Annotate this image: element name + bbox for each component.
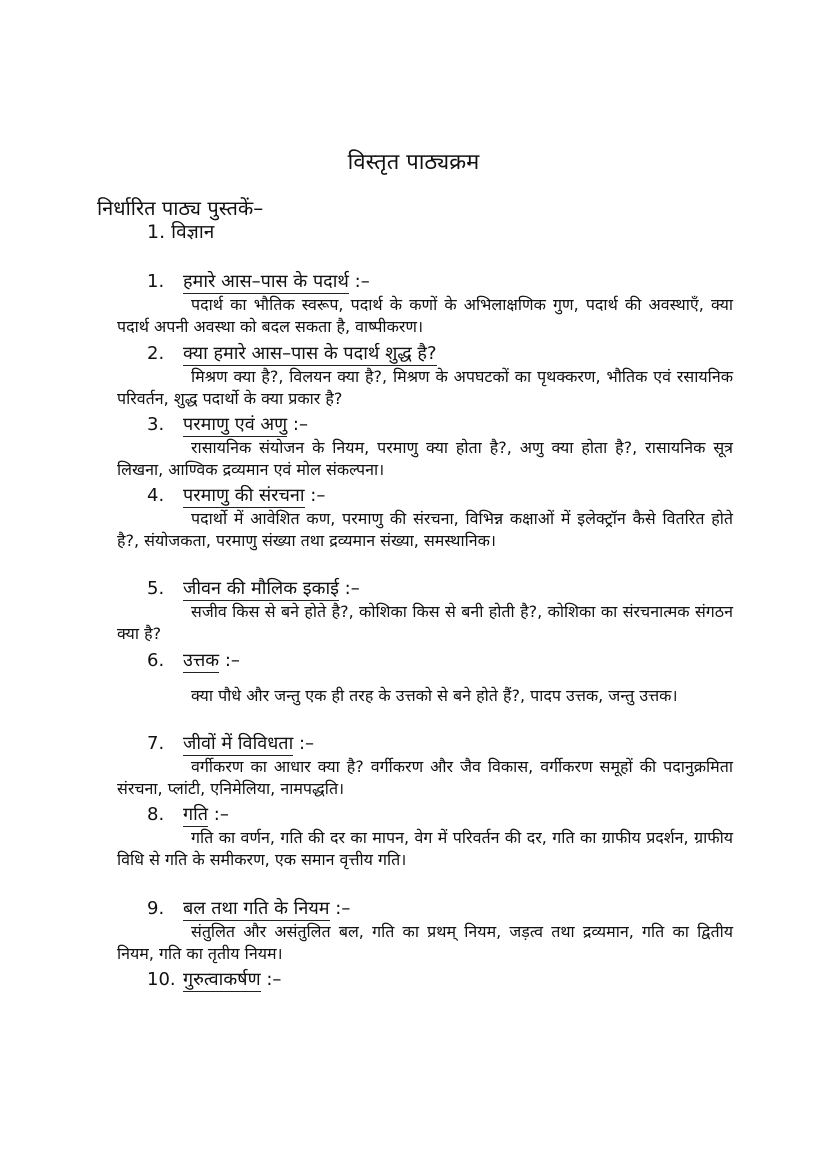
topic-9 xyxy=(117,897,733,965)
topic-suffix: :– xyxy=(348,271,370,292)
topic-number: 9. xyxy=(147,898,165,919)
topic-title: क्या हमारे आस–पास के पदार्थ शुद्ध है? xyxy=(183,343,437,364)
topic-title: जीवों में विविधता xyxy=(183,733,294,754)
topic-body: पदार्थो में आवेशित कण, परमाणु की संरचना, विभिन्न कक्षाओं में इलेक्ट्रॉन कैसे वितरित होते है?, संयोजकता, परमाणु संख्या तथा द्रव्यमान संख्या, समस्थानिक। xyxy=(117,509,733,550)
topic-body: सजीव किस से बने होते है?, कोशिका किस से बनी होती है?, कोशिका का संरचनात्मक संगठन क्या है? xyxy=(117,602,733,643)
topic-number: 5. xyxy=(147,578,165,599)
topic-5 xyxy=(117,577,733,645)
topic-body: मिश्रण क्या है?, विलयन क्या है?, मिश्रण के अपघटकों का पृथक्करण, भौतिक एवं रसायनिक परिवर्तन, शुद्ध पदार्थो के क्या प्रकार है? xyxy=(117,367,733,408)
prescribed-books-heading: निर्धारित पाठ्य पुस्तकें– xyxy=(97,196,264,220)
topic-heading xyxy=(147,413,733,437)
topic-title: बल तथा गति के नियम xyxy=(183,898,330,919)
topic-heading xyxy=(147,484,733,508)
topic-8 xyxy=(117,803,733,871)
topic-title: गति xyxy=(183,804,209,825)
topic-heading xyxy=(147,803,733,827)
book-item-science: 1. विज्ञान xyxy=(147,221,215,243)
topic-number: 4. xyxy=(147,485,165,506)
topic-number: 8. xyxy=(147,804,165,825)
topic-title: परमाणु एवं अणु xyxy=(183,414,288,435)
topic-title: हमारे आस–पास के पदार्थ xyxy=(183,271,349,292)
topic-suffix: :– xyxy=(293,733,315,754)
topic-6 xyxy=(147,649,733,707)
topic-number: 7. xyxy=(147,733,165,754)
topic-number: 1. xyxy=(147,271,165,292)
topic-7 xyxy=(117,732,733,800)
topic-suffix: :– xyxy=(208,804,229,825)
topic-heading xyxy=(147,342,733,366)
topic-title: उत्तक xyxy=(183,650,220,671)
topic-1 xyxy=(117,270,733,338)
topic-body: क्या पौधे और जन्तु एक ही तरह के उत्तको से बने होते हैं?, पादप उत्तक, जन्तु उत्तक। xyxy=(191,686,678,705)
topic-heading xyxy=(147,270,733,294)
topic-3 xyxy=(117,413,733,481)
topic-suffix: :– xyxy=(260,969,282,990)
topic-number: 6. xyxy=(147,650,165,671)
topic-suffix: :– xyxy=(287,414,308,435)
topic-suffix: :– xyxy=(304,485,326,506)
topic-heading xyxy=(147,577,733,601)
topic-body: गति का वर्णन, गति की दर का मापन, वेग में परिवर्तन की दर, गति का ग्राफीय प्रदर्शन, ग्राफीय विधि से गति के समीकरण, एक समान वृत्तीय गति। xyxy=(117,828,733,869)
topic-suffix: :– xyxy=(338,578,360,599)
topic-suffix: :– xyxy=(329,898,351,919)
topic-heading xyxy=(147,732,733,756)
document-title: विस्तृत पाठ्यक्रम xyxy=(347,150,480,175)
topic-4 xyxy=(117,484,733,552)
topic-body: रासायनिक संयोजन के नियम, परमाणु क्या होता है?, अणु क्या होता है?, रासायनिक सूत्र लिखना, आण्विक द्रव्यमान एवं मोल संकल्पना। xyxy=(117,438,733,479)
topic-heading xyxy=(147,649,733,673)
topic-title: जीवन की मौलिक इकाई xyxy=(183,578,339,599)
topic-title: परमाणु की संरचना xyxy=(183,485,305,506)
topic-number: 3. xyxy=(147,414,165,435)
topic-2 xyxy=(117,342,733,410)
topic-10 xyxy=(147,968,733,992)
topic-heading xyxy=(147,897,733,921)
topic-body: पदार्थ का भौतिक स्वरूप, पदार्थ के कणों के अभिलाक्षणिक गुण, पदार्थ की अवस्थाएँ, क्या पदार्थ अपनी अवस्था को बदल सकता है, वाष्पीकरण। xyxy=(117,295,733,336)
topic-number: 10. xyxy=(147,969,176,990)
topic-number: 2. xyxy=(147,343,165,364)
topic-heading xyxy=(147,968,733,992)
topic-body: संतुलित और असंतुलित बल, गति का प्रथम् नियम, जड़त्व तथा द्रव्यमान, गति का द्वितीय नियम, गति का तृतीय नियम। xyxy=(117,922,733,963)
topic-body: वर्गीकरण का आधार क्या है? वर्गीकरण और जैव विकास, वर्गीकरण समूहों की पदानुक्रमिता संरचना, प्लांटी, एनिमेलिया, नामपद्धति। xyxy=(117,757,733,798)
topic-suffix: :– xyxy=(219,650,240,671)
topic-title: गुरुत्वाकर्षण xyxy=(183,969,261,990)
